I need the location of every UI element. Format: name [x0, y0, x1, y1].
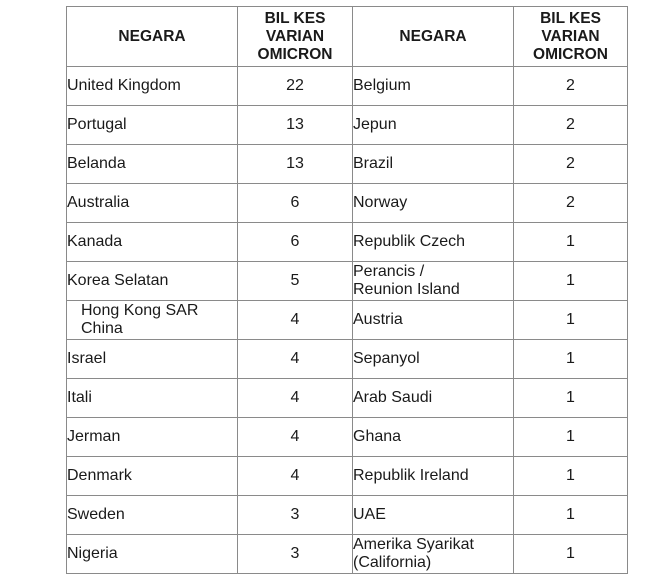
cases-cell: 1 — [514, 535, 628, 574]
country-cell: Portugal — [67, 106, 238, 145]
cases-cell: 4 — [238, 418, 353, 457]
cases-cell: 1 — [514, 418, 628, 457]
cases-cell: 6 — [238, 184, 353, 223]
cases-cell: 5 — [238, 262, 353, 301]
table-row — [67, 106, 628, 145]
country-cell: Hong Kong SAR China — [67, 301, 238, 340]
cases-cell: 1 — [514, 262, 628, 301]
table-row — [67, 379, 628, 418]
country-cell: Belanda — [67, 145, 238, 184]
table-header — [67, 7, 628, 67]
country-cell: Austria — [353, 301, 514, 340]
cases-cell: 1 — [514, 457, 628, 496]
country-cell: Korea Selatan — [67, 262, 238, 301]
cases-cell: 2 — [514, 67, 628, 106]
country-cell: Jepun — [353, 106, 514, 145]
country-cell: Ghana — [353, 418, 514, 457]
table-row — [67, 457, 628, 496]
cases-cell: 4 — [238, 301, 353, 340]
cases-cell: 3 — [238, 496, 353, 535]
country-cell: Amerika Syarikat (California) — [353, 535, 514, 574]
cases-cell: 1 — [514, 379, 628, 418]
country-cell: Brazil — [353, 145, 514, 184]
table-row — [67, 184, 628, 223]
header-cases-right: BIL KES VARIAN OMICRON — [514, 7, 628, 67]
table-row — [67, 496, 628, 535]
country-cell: United Kingdom — [67, 67, 238, 106]
header-country-left: NEGARA — [67, 7, 238, 67]
table-row — [67, 67, 628, 106]
table-row — [67, 262, 628, 301]
cases-cell: 2 — [514, 145, 628, 184]
header-cases-left: BIL KES VARIAN OMICRON — [238, 7, 353, 67]
cases-cell: 13 — [238, 145, 353, 184]
cases-cell: 4 — [238, 379, 353, 418]
table-row — [67, 223, 628, 262]
cases-cell: 22 — [238, 67, 353, 106]
country-cell: Belgium — [353, 67, 514, 106]
table-row — [67, 340, 628, 379]
omicron-cases-table — [66, 6, 628, 574]
country-cell: Israel — [67, 340, 238, 379]
cases-cell: 2 — [514, 184, 628, 223]
table-row — [67, 418, 628, 457]
cases-cell: 6 — [238, 223, 353, 262]
country-cell: Kanada — [67, 223, 238, 262]
country-cell: Jerman — [67, 418, 238, 457]
country-cell: Arab Saudi — [353, 379, 514, 418]
country-cell: Sweden — [67, 496, 238, 535]
country-cell: Norway — [353, 184, 514, 223]
cases-cell: 1 — [514, 496, 628, 535]
cases-cell: 3 — [238, 535, 353, 574]
country-cell: Perancis / Reunion Island — [353, 262, 514, 301]
table-row — [67, 535, 628, 574]
country-cell: Republik Ireland — [353, 457, 514, 496]
cases-cell: 1 — [514, 223, 628, 262]
country-cell: Australia — [67, 184, 238, 223]
cases-cell: 4 — [238, 457, 353, 496]
country-cell: Itali — [67, 379, 238, 418]
country-cell: Sepanyol — [353, 340, 514, 379]
cases-cell: 1 — [514, 340, 628, 379]
cases-cell: 2 — [514, 106, 628, 145]
cases-cell: 13 — [238, 106, 353, 145]
cases-cell: 1 — [514, 301, 628, 340]
country-cell: Republik Czech — [353, 223, 514, 262]
header-row — [67, 7, 628, 67]
table-body — [67, 67, 628, 574]
header-country-right: NEGARA — [353, 7, 514, 67]
country-cell: Nigeria — [67, 535, 238, 574]
country-cell: Denmark — [67, 457, 238, 496]
country-cell: UAE — [353, 496, 514, 535]
table-row — [67, 145, 628, 184]
cases-cell: 4 — [238, 340, 353, 379]
table-row — [67, 301, 628, 340]
